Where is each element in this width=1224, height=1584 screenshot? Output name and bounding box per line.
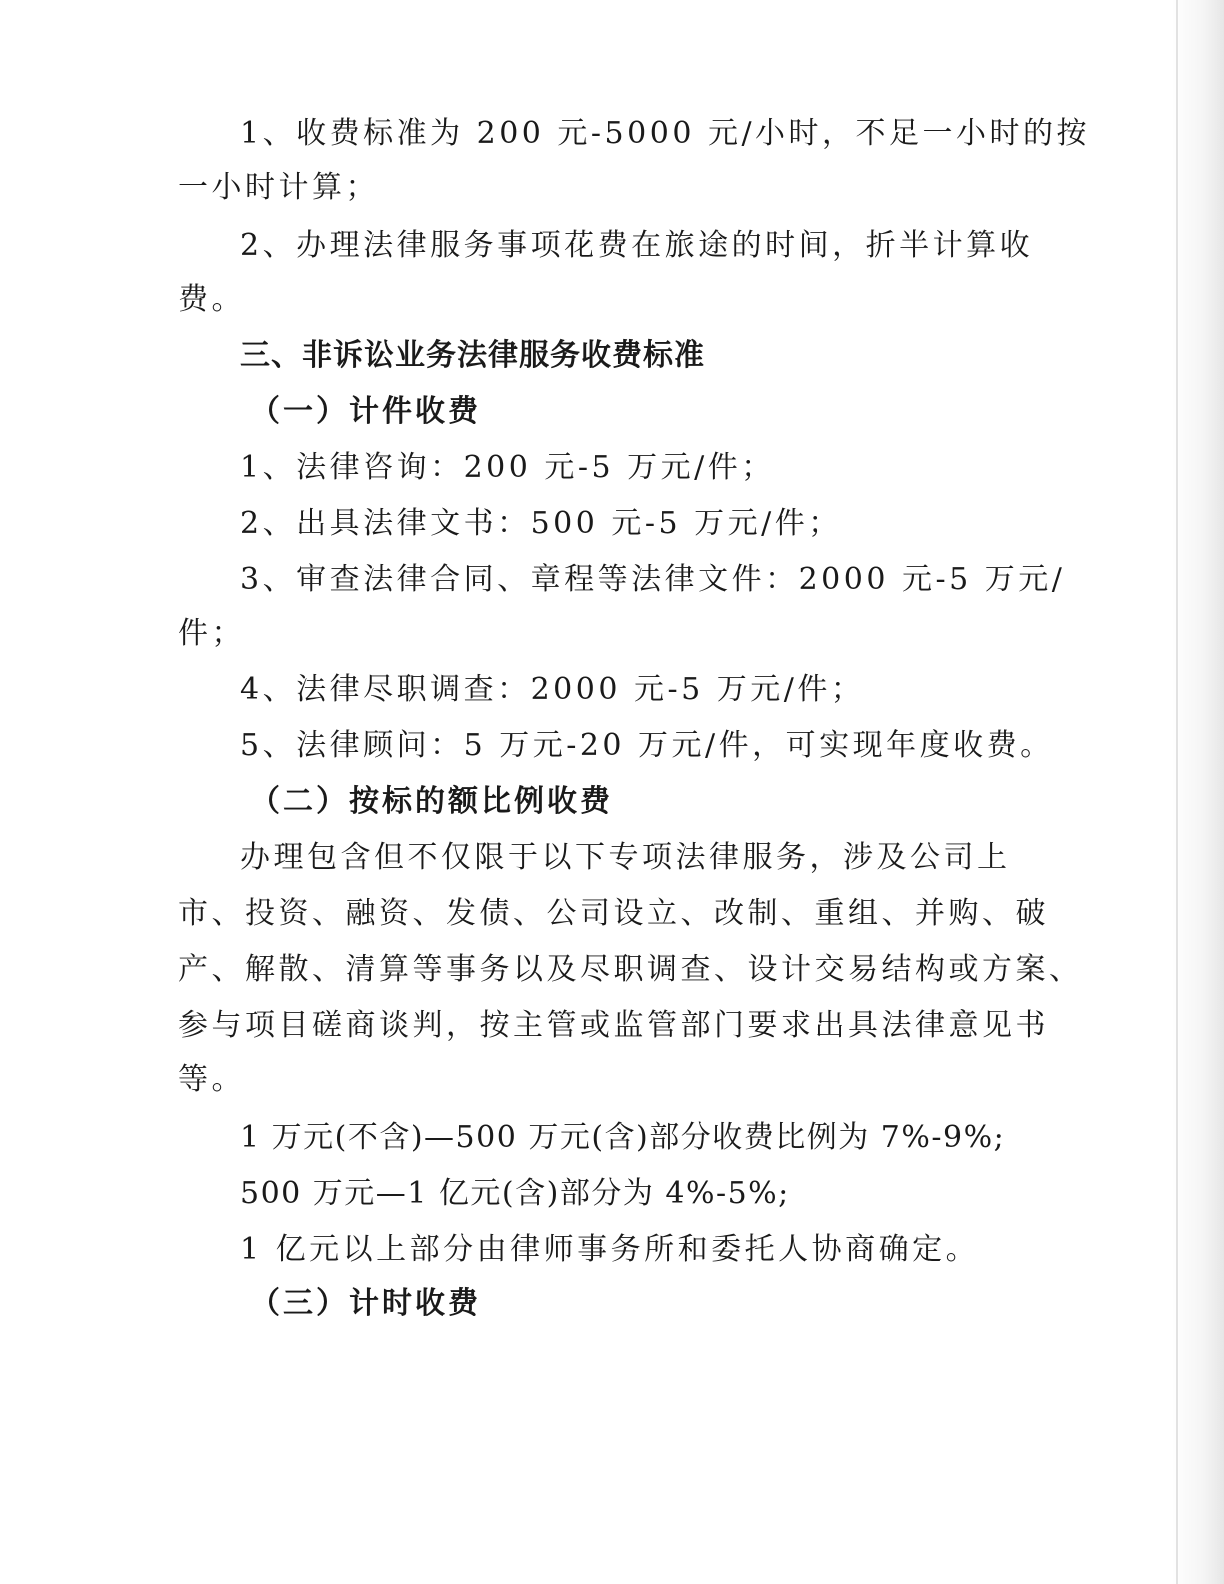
scan-edge-line: [1176, 0, 1178, 1584]
list-item: 1、法律咨询：200 元-5 万元/件；: [240, 450, 775, 485]
paragraph-line: 2、办理法律服务事项花费在旅途的时间，折半计算收: [240, 228, 1034, 263]
paragraph-line: 市、投资、融资、发债、公司设立、改制、重组、并购、破: [178, 896, 1049, 931]
scan-edge-shadow: [1172, 0, 1224, 1584]
paragraph-line: 办理包含但不仅限于以下专项法律服务，涉及公司上: [240, 840, 1011, 875]
list-item: 4、法律尽职调查：2000 元-5 万元/件；: [240, 672, 865, 707]
subsection-heading: （二）按标的额比例收费: [250, 784, 613, 819]
paragraph-line: 费。: [178, 282, 245, 317]
paragraph-line: 1、收费标准为 200 元-5000 元/小时，不足一小时的按: [240, 116, 1091, 151]
paragraph-line: 产、解散、清算等事务以及尽职调查、设计交易结构或方案、: [178, 952, 1083, 987]
subsection-heading: （一）计件收费: [250, 394, 481, 429]
list-item: 2、出具法律文书：500 元-5 万元/件；: [240, 506, 842, 541]
paragraph-line: 一小时计算；: [178, 170, 379, 205]
subsection-heading: （三）计时收费: [250, 1286, 481, 1321]
section-heading: 三、非诉讼业务法律服务收费标准: [240, 338, 705, 373]
paragraph-line: 等。: [178, 1062, 245, 1097]
list-item: 5、法律顾问：5 万元-20 万元/件，可实现年度收费。: [240, 728, 1054, 763]
rate-line: 500 万元—1 亿元(含)部分为 4%-5%;: [240, 1176, 790, 1211]
rate-line: 1 亿元以上部分由律师事务所和委托人协商确定。: [240, 1232, 980, 1267]
paragraph-line: 参与项目磋商谈判，按主管或监管部门要求出具法律意见书: [178, 1008, 1049, 1043]
list-item-continuation: 件；: [178, 616, 245, 651]
rate-line: 1 万元(不含)—500 万元(含)部分收费比例为 7%-9%;: [240, 1120, 1006, 1155]
list-item: 3、审查法律合同、章程等法律文件：2000 元-5 万元/: [240, 562, 1066, 597]
